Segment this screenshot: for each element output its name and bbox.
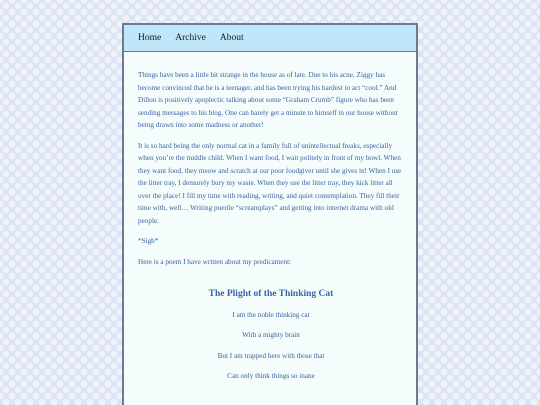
post-paragraph-2: It is so hard being the only normal cat in a family full of unintellectual freaks, especially when you’re the middle child. When I want food, I wait politely in front of my bowl. When they want food, they meow and scratch at our poor foodgiver until she gives in! When I use the litter tray, I demurely bury my waste. When they use the litter tray, they kick litter all over the place! I fill my time with reading, writing, and quiet contemplation. They fill their time with, well… Writing puerile “screamplays” and getting into internet drama with old people.: [138, 141, 402, 225]
nav-home-link[interactable]: Home: [138, 33, 162, 43]
blog-page: [122, 23, 418, 405]
top-nav: [124, 25, 416, 52]
poem-title: The Plight of the Thinking Cat: [208, 289, 334, 299]
post-paragraph-1: Things have been a little bit strange in the house as of late. Due to his acne, Ziggy has become convinced that he is a teenager, and has been trying his hardest to act “cool.” And Dillon is positively apoplectic talking about some “Graham Crumb” figure who has been sending messages to his blog. One can barely get a minute to himself in our house without being drawn into some madness or another!: [138, 71, 398, 129]
poem-line: Can only think things so inane: [227, 372, 315, 380]
poem: [138, 288, 404, 383]
post-paragraph-3: *Sigh*: [138, 237, 159, 245]
post-content: [124, 52, 416, 383]
poem-line: With a mighty brain: [242, 331, 300, 339]
poem-line: But I am trapped here with those that: [217, 351, 325, 360]
nav-archive-link[interactable]: Archive: [175, 33, 206, 43]
post-paragraph-4: Here is a poem I have written about my predicament:: [138, 257, 292, 266]
nav-about-link[interactable]: About: [219, 33, 244, 43]
poem-line: I am the noble thinking cat: [232, 310, 310, 319]
